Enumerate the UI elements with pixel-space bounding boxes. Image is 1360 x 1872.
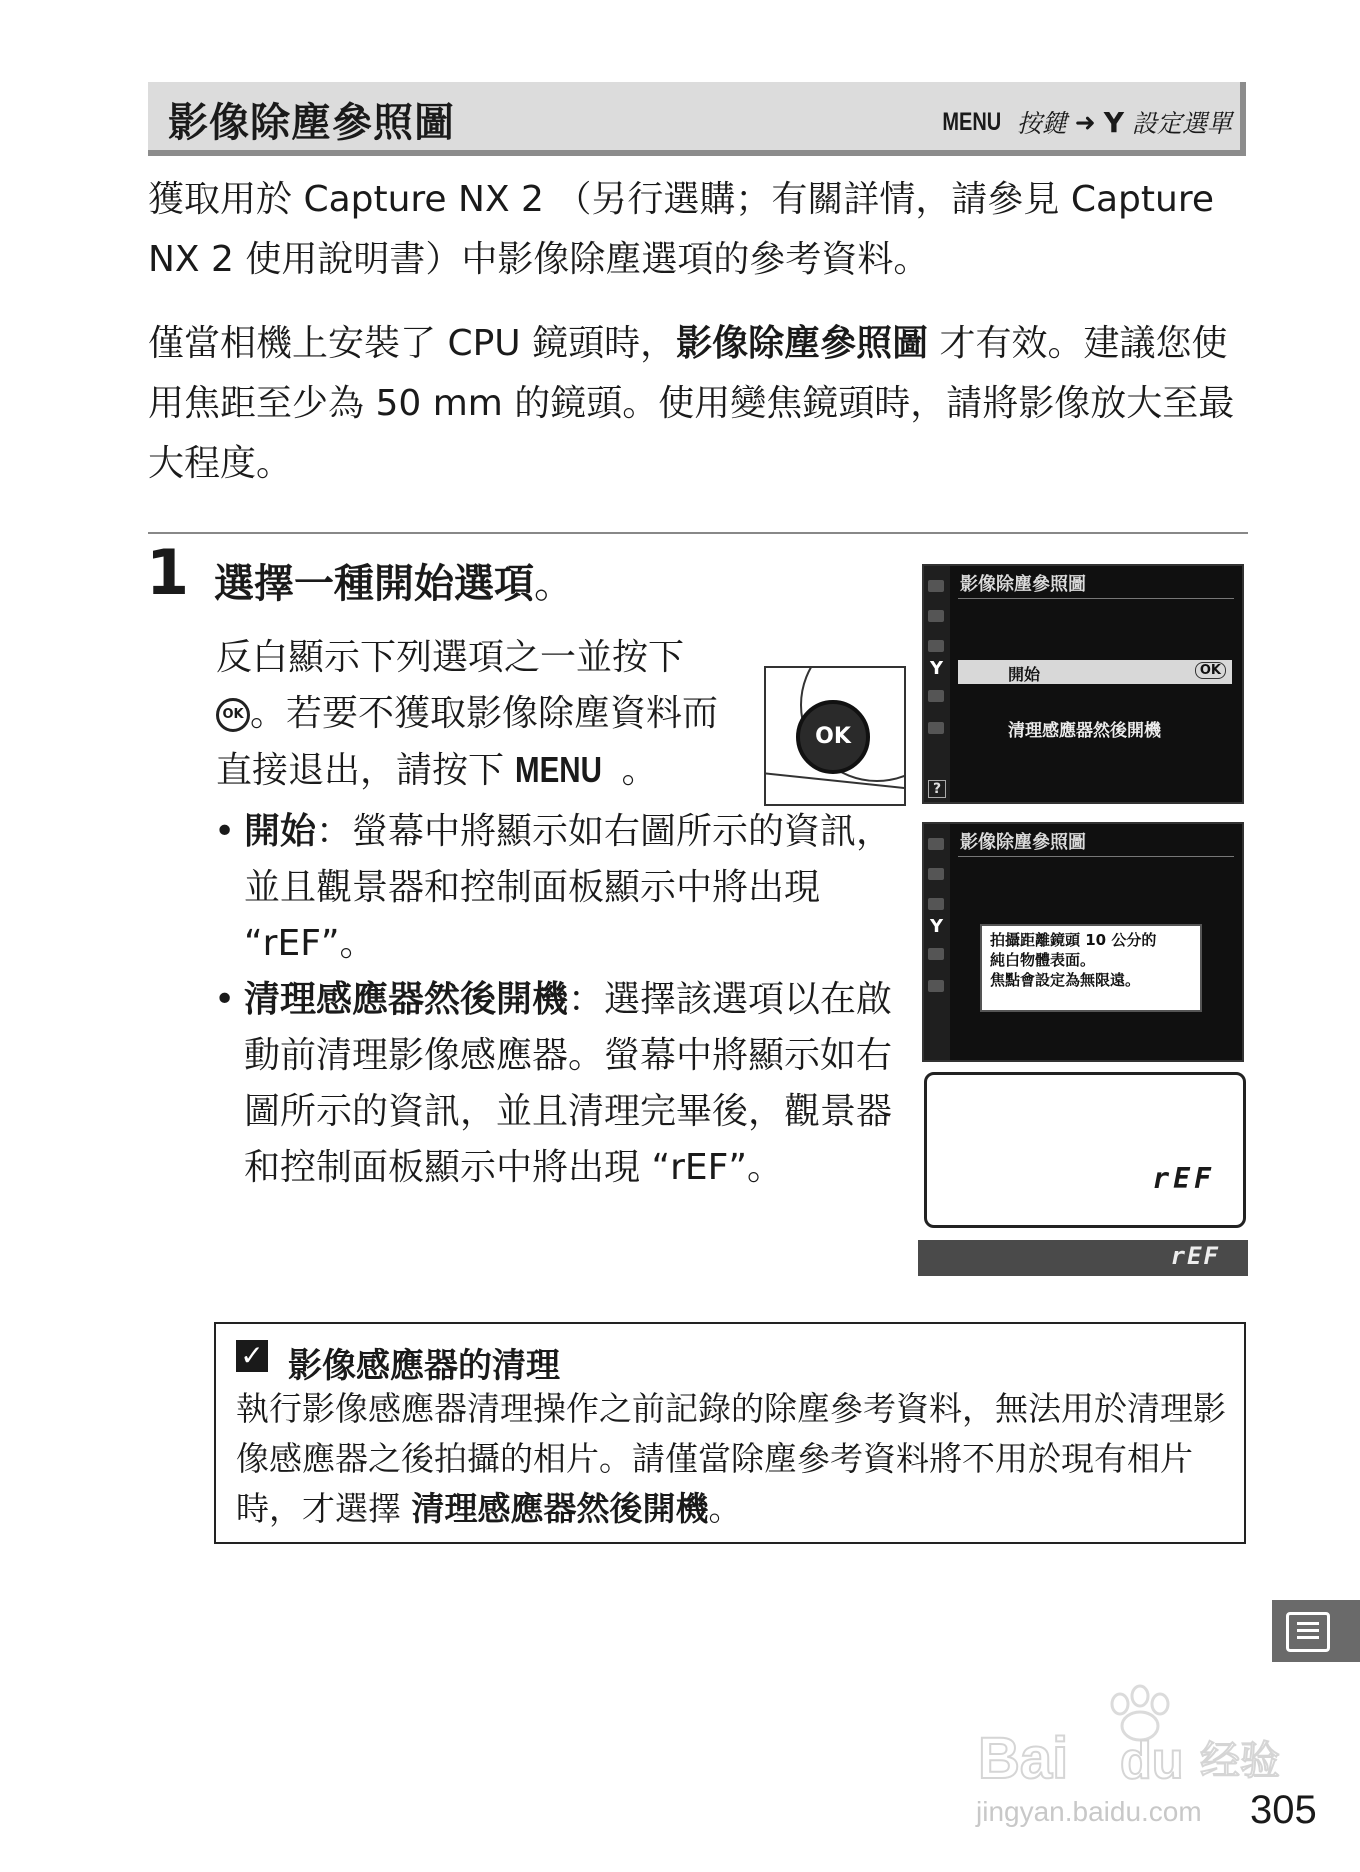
- bullet-label: 清理感應器然後開機: [244, 979, 569, 1020]
- control-panel-ref: rEF: [1152, 1162, 1215, 1195]
- page-title: 影像除塵參照圖: [168, 100, 455, 146]
- step-body-line2: 。若要不獲取影像除塵資料而直接退出，請按下: [216, 693, 719, 791]
- ok-button-illustration: [764, 666, 906, 806]
- instruction-message: [980, 924, 1202, 1012]
- viewfinder-ref: rEF: [1170, 1242, 1220, 1270]
- setup-tab-icon: Y: [930, 916, 944, 937]
- caution-text-bold: 清理感應器然後開機: [411, 1489, 709, 1528]
- watermark-url: jingyan.baidu.com: [976, 1796, 1202, 1827]
- bullet-start: [214, 804, 904, 972]
- menu-list-icon: [1286, 1612, 1330, 1652]
- menu-path: [935, 104, 1232, 140]
- setup-tab-icon: Y: [930, 658, 944, 679]
- menu-key-inline: MENU: [515, 749, 603, 790]
- viewfinder-display: [918, 1240, 1248, 1276]
- step-body: [216, 630, 746, 799]
- wrench-icon: Y: [1103, 105, 1124, 139]
- menu-key-label: MENU: [942, 107, 1002, 136]
- message-line: 焦點會設定為無限遠。: [990, 971, 1141, 989]
- message-line: 拍攝距離鏡頭 10 公分的: [990, 931, 1157, 949]
- cpu-note-paragraph: [148, 314, 1248, 494]
- step-body-end: 。: [621, 750, 658, 791]
- caution-box: [214, 1322, 1246, 1544]
- menu-tab-column: [924, 566, 950, 802]
- caution-text: [236, 1384, 1236, 1534]
- step-body-line1: 反白顯示下列選項之一並按下: [216, 637, 685, 678]
- bullet-text: ：螢幕中將顯示如右圖所示的資訊，並且觀景器和控制面板顯示中將出現 “rEF”。: [244, 811, 893, 964]
- bullet-label: 開始: [244, 811, 317, 852]
- step-heading-end: 。: [534, 561, 574, 607]
- title-underline: [958, 856, 1234, 857]
- setup-menu-label: 設定選單: [1131, 109, 1232, 138]
- checkmark-icon: ✓: [236, 1340, 268, 1372]
- section-divider: [148, 532, 1248, 534]
- step-heading-text: 選擇一種開始選項: [214, 561, 534, 607]
- cpu-note-before: 僅當相機上安裝了 CPU 鏡頭時，: [148, 323, 677, 364]
- camera-message-screen: [922, 822, 1244, 1062]
- title-underline: [958, 598, 1234, 599]
- step-number: 1: [146, 536, 190, 609]
- message-line: 純白物體表面。: [990, 951, 1096, 969]
- baidu-watermark-logo: [970, 1682, 1290, 1792]
- svg-text:du: du: [1120, 1732, 1184, 1790]
- intro-paragraph: 獲取用於 Capture NX 2 （另行選購；有關詳情，請參見 Capture NX 2 使用說明書）中影像除塵選項的參考資料。: [148, 179, 1214, 280]
- camera-menu-screen: [922, 564, 1244, 804]
- bullet-clean-sensor: [214, 972, 904, 1196]
- control-panel-display: [924, 1072, 1246, 1228]
- screen-title: 影像除塵參照圖: [960, 574, 1086, 595]
- caution-text-before: 執行影像感應器清理操作之前記錄的除塵參考資料，無法用於清理影像感應器之後拍攝的相片。請僅當除塵參考資料將不用於現有相片時，才選擇: [236, 1389, 1226, 1528]
- help-icon: ?: [928, 780, 946, 798]
- screen-title: 影像除塵參照圖: [960, 832, 1086, 853]
- ok-badge: OK: [1195, 662, 1226, 679]
- ok-button: OK: [796, 700, 870, 774]
- option-start-label: 開始: [1008, 665, 1041, 684]
- step-heading: [214, 552, 574, 609]
- cpu-note-after: 才有效。建議您使用焦距至少為 50 mm 的鏡頭。使用變焦鏡頭時，請將影像放大至最大程度。: [148, 323, 1235, 484]
- page-number: 305: [1250, 1788, 1317, 1832]
- arrow-icon: ➜: [1074, 107, 1096, 137]
- option-start-row[interactable]: [958, 660, 1232, 684]
- bullet-dot: •: [214, 979, 236, 1020]
- bullet-dot: •: [214, 811, 236, 852]
- ok-glyph-icon: OK: [216, 698, 250, 732]
- bullet-text: ：選擇該選項以在啟動前清理影像感應器。螢幕中將顯示如右圖所示的資訊，並且清理完畢後，觀景器和控制面板顯示中將出現 “rEF”。: [244, 979, 893, 1188]
- svg-text:Bai: Bai: [978, 1726, 1069, 1791]
- caution-text-after: 。: [708, 1489, 742, 1528]
- caution-title: 影像感應器的清理: [288, 1346, 560, 1386]
- menu-key-suffix: 按鍵: [1016, 109, 1067, 138]
- option-clean-sensor-row[interactable]: 清理感應器然後開機: [1008, 721, 1161, 741]
- menu-tab-column: [924, 824, 950, 1060]
- cpu-note-bold: 影像除塵參照圖: [676, 323, 929, 364]
- menu-list-tab[interactable]: [1272, 1600, 1360, 1662]
- svg-text:经验: 经验: [1200, 1738, 1280, 1784]
